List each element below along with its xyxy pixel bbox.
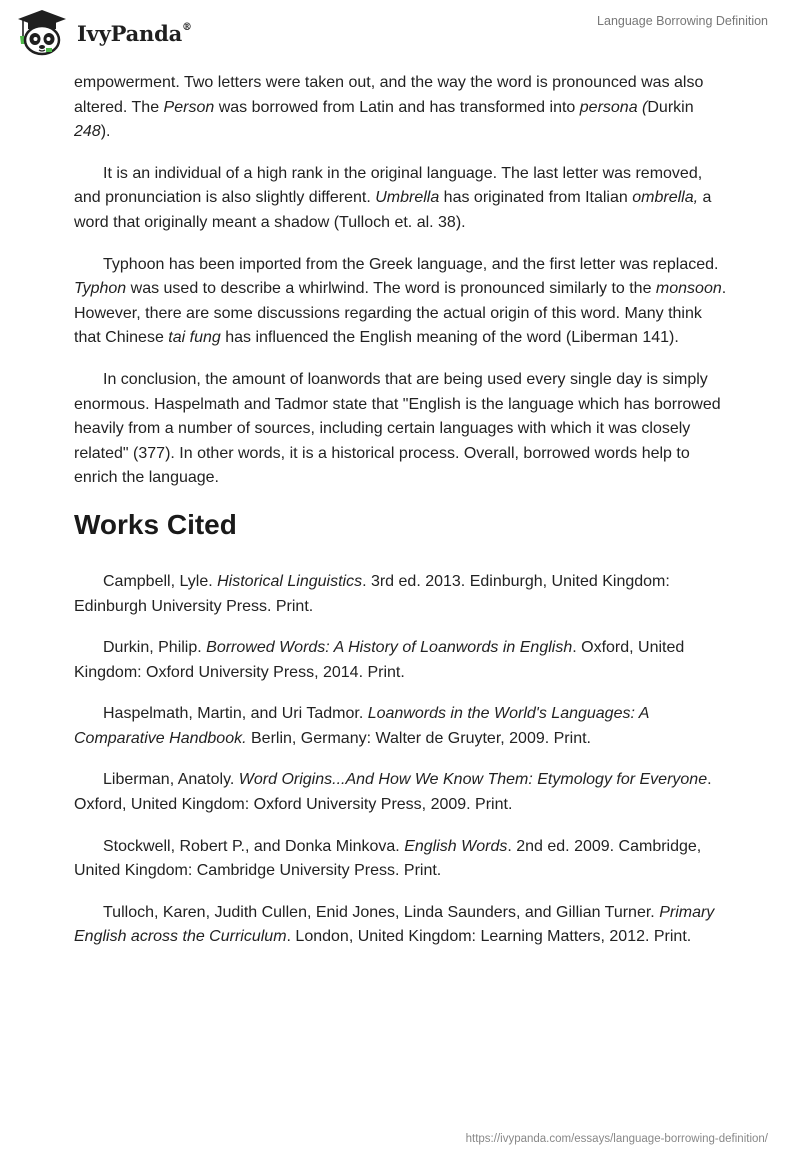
brand-logo[interactable] xyxy=(14,8,192,56)
citation-entry: Haspelmath, Martin, and Uri Tadmor. Loanwords in the World's Languages: A Comparative Handbook. Berlin, Germany: Walter de Gruyter, 2009. Print. xyxy=(74,705,649,747)
body-paragraph-4: In conclusion, the amount of loanwords that are being used every single day is simply enormous. Haspelmath and Tadmor state that "English is the language which has borrowed heavily from a number of sources, including certain languages with which it was closely related" (377). In other words, it is a historical process. Overall, borrowed words help to enrich the language. xyxy=(74,370,721,487)
body-paragraph-1: empowerment. Two letters were taken out, and the way the word is pronounced was also altered. The Person was borrowed from Latin and has transformed into persona (Durkin 248). xyxy=(74,74,704,141)
works-cited-list xyxy=(74,570,730,950)
citation-entry: Durkin, Philip. Borrowed Words: A History of Loanwords in English. Oxford, United Kingdom: Oxford University Press, 2014. Print. xyxy=(74,639,685,681)
page-header xyxy=(0,0,800,66)
works-cited-heading: Works Cited xyxy=(74,508,237,540)
citation-entry: Campbell, Lyle. Historical Linguistics. 3rd ed. 2013. Edinburgh, United Kingdom: Edinburgh University Press. Print. xyxy=(74,572,670,615)
document-title: Language Borrowing Definition xyxy=(597,14,768,28)
body-paragraph-3: Typhoon has been imported from the Greek language, and the first letter was replaced. Typhon was used to describe a whirlwind. The word is pronounced similarly to the monsoon. However, there are some discussions regarding the actual origin of this word. Many think that Chinese tai fung has influenced the English meaning of the word (Liberman 141). xyxy=(74,255,727,347)
citation-entry: Stockwell, Robert P., and Donka Minkova. English Words. 2nd ed. 2009. Cambridge, United Kingdom: Cambridge University Press. Print. xyxy=(74,837,702,880)
body-paragraph-2: It is an individual of a high rank in the original language. The last letter was removed, and pronunciation is also slightly different. Umbrella has originated from Italian ombrella, a word that originally meant a shadow (Tulloch et. al. 38). xyxy=(74,164,712,231)
essay-content xyxy=(74,71,730,967)
citation-entry: Liberman, Anatoly. Word Origins...And How We Know Them: Etymology for Everyone. Oxford, United Kingdom: Oxford University Press, 2009. Print. xyxy=(74,771,712,814)
brand-name: IvyPanda® xyxy=(77,20,192,46)
panda-logo-icon xyxy=(14,8,70,56)
citation-entry: Tulloch, Karen, Judith Cullen, Enid Jones, Linda Saunders, and Gillian Turner. Primary English across the Curriculum. London, United Kingdom: Learning Matters, 2012. Print. xyxy=(74,903,715,946)
source-url-link[interactable]: https://ivypanda.com/essays/language-borrowing-definition/ xyxy=(465,1133,768,1145)
